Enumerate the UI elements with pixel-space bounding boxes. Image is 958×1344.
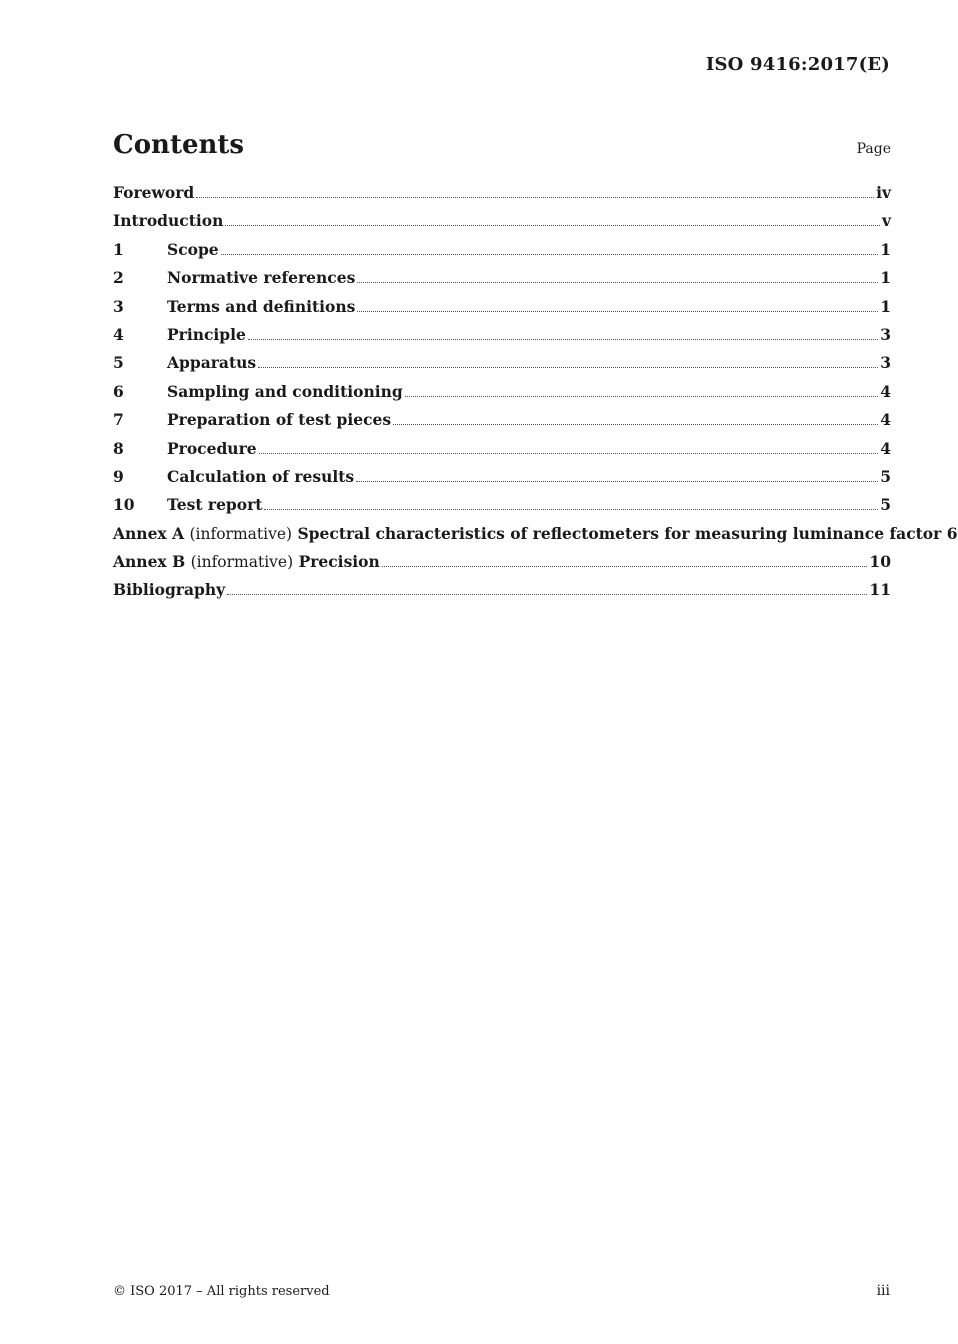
toc-entry-principle[interactable]: [113, 325, 891, 353]
toc-entry-number: 3: [113, 296, 124, 316]
toc-entry-page: 1: [880, 268, 891, 288]
toc-entry-page: 4: [880, 438, 891, 458]
toc-leader: [357, 281, 878, 283]
toc-entry-number: 4: [113, 324, 124, 344]
toc-entry-normative-references[interactable]: [113, 268, 891, 296]
toc-leader: [227, 593, 867, 595]
toc-entry-foreword[interactable]: [113, 183, 891, 211]
toc-entry-number: 2: [113, 268, 124, 288]
annex-type: (informative): [190, 553, 294, 572]
toc-entry-title: Calculation of results: [167, 466, 355, 486]
document-id: ISO 9416:2017(E): [705, 54, 890, 75]
toc-entry-title: Introduction: [113, 211, 224, 231]
toc-entry-page: 5: [880, 466, 891, 486]
toc-entry-page: 1: [880, 239, 891, 259]
toc-entry-title: Preparation of test pieces: [167, 410, 392, 430]
table-of-contents: [113, 183, 958, 609]
toc-entry-page: 6: [946, 523, 958, 543]
toc-leader: [258, 366, 878, 368]
toc-entry-page: 3: [880, 353, 891, 373]
annex-label: Annex B: [113, 552, 186, 572]
toc-entry-title: Procedure: [167, 438, 257, 458]
toc-leader: [248, 338, 878, 340]
toc-entry-page: 11: [869, 580, 891, 600]
contents-title: Contents: [113, 130, 245, 160]
toc-entry-annex-a[interactable]: [113, 523, 958, 552]
toc-entry-title: Bibliography: [113, 580, 226, 600]
toc-leader: [356, 480, 878, 482]
page-column-label: Page: [856, 141, 891, 157]
toc-leader: [259, 452, 879, 454]
annex-type: (informative): [189, 524, 293, 543]
toc-entry-page: 1: [880, 296, 891, 316]
toc-entry-terms-and-definitions[interactable]: [113, 297, 891, 325]
toc-entry-title: Sampling and conditioning: [167, 381, 403, 401]
toc-entry-number: 10: [113, 495, 135, 515]
toc-entry-introduction[interactable]: [113, 211, 891, 239]
annex-title: Spectral characteristics of reflectometers for measuring luminance factor: [297, 523, 942, 543]
toc-entry-number: 1: [113, 239, 124, 259]
toc-entry-number: 7: [113, 410, 124, 430]
toc-entry-number: 5: [113, 353, 124, 373]
toc-leader: [221, 253, 879, 255]
toc-entry-title: Normative references: [167, 268, 356, 288]
toc-entry-calculation-of-results[interactable]: [113, 467, 891, 495]
toc-entry-apparatus[interactable]: [113, 353, 891, 381]
toc-entry-bibliography[interactable]: [113, 580, 891, 608]
toc-entry-title: Apparatus: [167, 353, 257, 373]
toc-entry-page: 10: [869, 552, 891, 572]
toc-entry-number: 9: [113, 466, 124, 486]
contents-header: [113, 130, 891, 160]
page-number: iii: [876, 1283, 890, 1299]
toc-entry-annex-b[interactable]: [113, 552, 891, 580]
toc-entry-title: Principle: [167, 324, 246, 344]
toc-entry-number: 8: [113, 438, 124, 458]
toc-entry-title: Terms and definitions: [167, 296, 356, 316]
copyright-notice: © ISO 2017 – All rights reserved: [113, 1284, 330, 1299]
toc-entry-page: 4: [880, 410, 891, 430]
toc-leader: [264, 508, 878, 510]
toc-entry-sampling-and-conditioning[interactable]: [113, 382, 891, 410]
toc-entry-page: 5: [880, 495, 891, 515]
toc-leader: [357, 310, 878, 312]
toc-entry-page: iv: [876, 183, 891, 202]
toc-leader: [393, 423, 878, 425]
toc-entry-procedure[interactable]: [113, 439, 891, 467]
toc-entry-page: 3: [880, 324, 891, 344]
toc-entry-scope[interactable]: [113, 240, 891, 268]
toc-entry-page: 4: [880, 381, 891, 401]
toc-entry-page: v: [881, 211, 891, 231]
toc-entry-title: Foreword: [113, 183, 195, 202]
annex-label: Annex A: [113, 523, 185, 543]
toc-leader: [405, 395, 878, 397]
toc-entry-preparation-of-test-pieces[interactable]: [113, 410, 891, 438]
toc-leader: [225, 224, 880, 226]
toc-entry-title: Scope: [167, 239, 219, 259]
toc-leader: [196, 196, 874, 198]
annex-title: Precision: [298, 552, 380, 572]
toc-entry-title: Test report: [167, 495, 263, 515]
toc-entry-test-report[interactable]: [113, 495, 891, 523]
toc-entry-number: 6: [113, 381, 124, 401]
toc-leader: [382, 565, 868, 567]
